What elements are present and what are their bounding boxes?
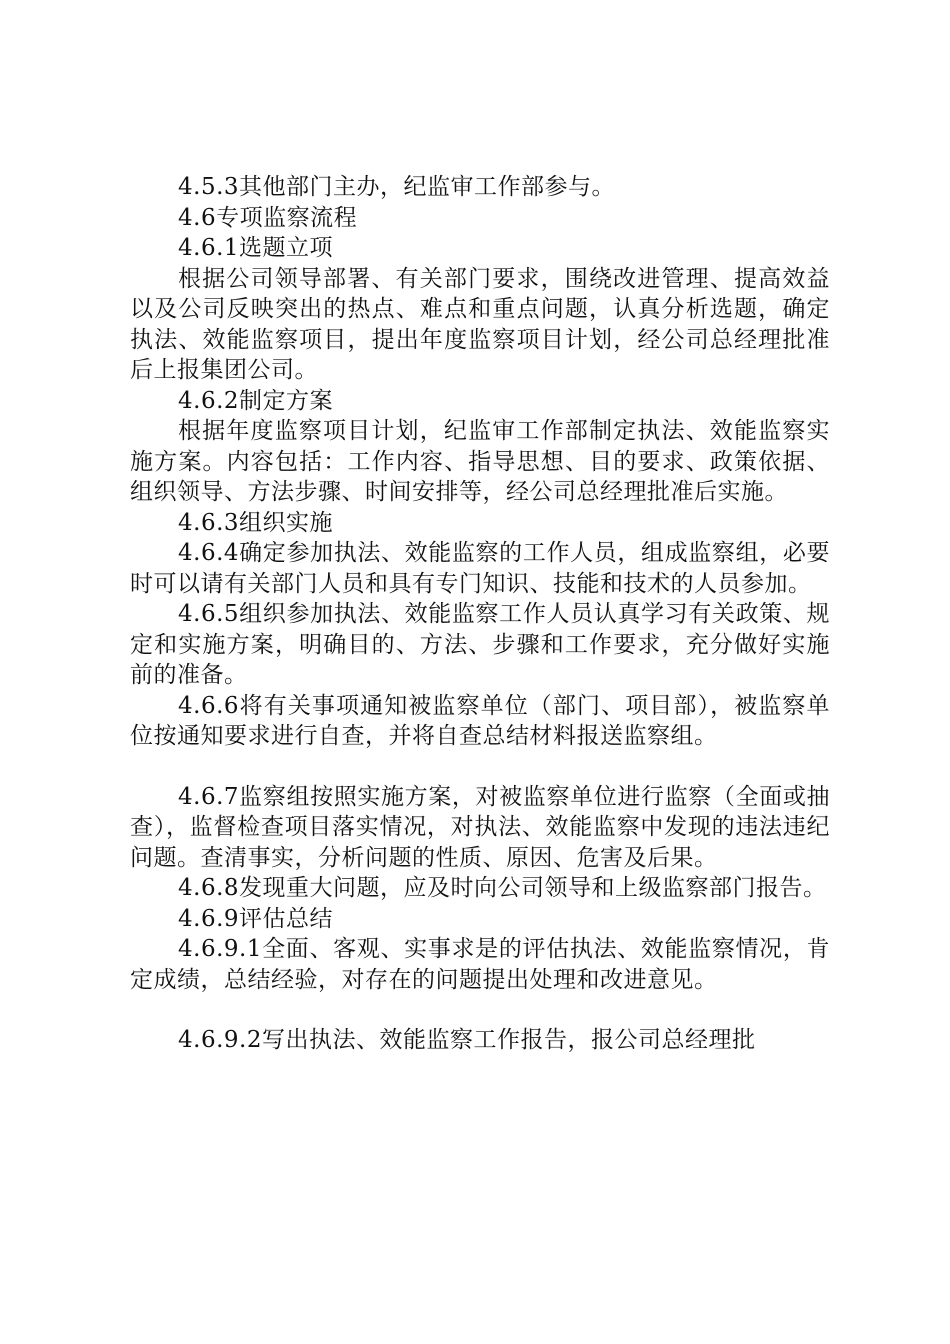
clause-4-5-3: 4.5.3其他部门主办，纪监审工作部参与。 xyxy=(178,174,616,200)
blank-line xyxy=(130,752,830,782)
clause-4-6-6: 4.6.6将有关事项通知被监察单位（部门、项目部），被监察单位按通知要求进行自查，并将自查总结材料报送监察组。 xyxy=(130,692,830,749)
clause-4-6-9-2: 4.6.9.2写出执法、效能监察工作报告，报公司总经理批 xyxy=(178,1027,756,1053)
section-heading-4-6-9: 4.6.9评估总结 xyxy=(178,905,334,932)
section-heading-4-6-2: 4.6.2制定方案 xyxy=(178,387,334,414)
section-heading-4-6-1: 4.6.1选题立项 xyxy=(178,235,334,261)
blank-line xyxy=(130,995,830,1025)
document-body xyxy=(130,172,830,1056)
section-heading-4-6: 4.6专项监察流程 xyxy=(178,204,358,231)
clause-4-6-5: 4.6.5组织参加执法、效能监察工作人员认真学习有关政策、规定和实施方案，明确目的、方法、步骤和工作要求，充分做好实施前的准备。 xyxy=(130,601,830,688)
section-heading-4-6-3: 4.6.3组织实施 xyxy=(178,509,334,536)
paragraph-topic-selection: 根据公司领导部署、有关部门要求，围绕改进管理、提高效益以及公司反映突出的热点、难点和重点问题，认真分析选题，确定执法、效能监察项目，提出年度监察项目计划，经公司总经理批准后上报集团公司。 xyxy=(130,265,830,383)
clause-4-6-7: 4.6.7监察组按照实施方案，对被监察单位进行监察（全面或抽查），监督检查项目落实情况，对执法、效能监察中发现的违法违纪问题。查清事实，分析问题的性质、原因、危害及后果。 xyxy=(130,783,830,871)
clause-4-6-9-1: 4.6.9.1全面、客观、实事求是的评估执法、效能监察情况，肯定成绩，总结经验，对存在的问题提出处理和改进意见。 xyxy=(130,936,830,993)
clause-4-6-4: 4.6.4确定参加执法、效能监察的工作人员，组成监察组，必要时可以请有关部门人员和具有专门知识、技能和技术的人员参加。 xyxy=(130,540,830,597)
clause-4-6-8: 4.6.8发现重大问题，应及时向公司领导和上级监察部门报告。 xyxy=(178,875,827,901)
paragraph-plan-formulation: 根据年度监察项目计划，纪监审工作部制定执法、效能监察实施方案。内容包括：工作内容、指导思想、目的要求、政策依据、组织领导、方法步骤、时间安排等，经公司总经理批准后实施。 xyxy=(130,418,830,505)
